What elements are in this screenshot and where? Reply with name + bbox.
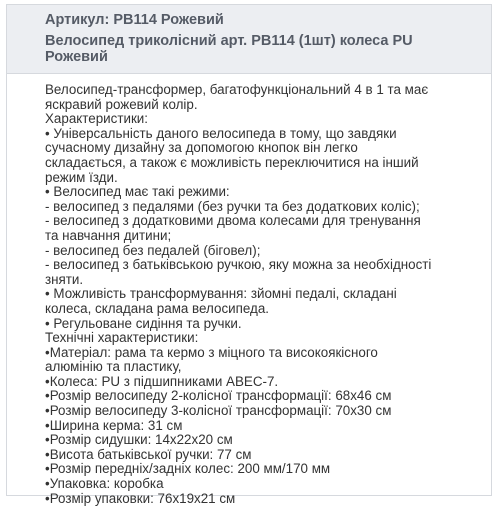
description-line: - велосипед з додатковими двома колесами для тренування bbox=[45, 213, 421, 229]
description-line: Велосипед-трансформер, багатофункціональний 4 в 1 та має bbox=[45, 82, 429, 97]
spec-line: •Матеріал: рама та кермо з міцного та високоякісного bbox=[45, 344, 378, 360]
description-line: колеса, складана рама велосипеда. bbox=[45, 300, 269, 316]
description-line: - велосипед з батьківською ручкою, яку можна за необхідності bbox=[45, 257, 432, 273]
spec-line: •Розмір велосипеду 2-колісної трансформації: 68х46 см bbox=[45, 388, 392, 404]
description-line: • Універсальність даного велосипеда в тому, що завдяки bbox=[45, 125, 397, 141]
description-line: яскравий рожевий колір. bbox=[45, 96, 198, 112]
description-line: режим їзди. bbox=[45, 169, 118, 185]
spec-line: •Упаковка: коробка bbox=[45, 476, 164, 492]
description-line: та навчання дитини; bbox=[45, 227, 172, 243]
spec-line: •Колеса: PU з підшипниками ABEC-7. bbox=[45, 373, 279, 389]
description-line: - велосипед без педалей (біговел); bbox=[45, 242, 261, 258]
product-header bbox=[6, 4, 492, 74]
characteristics-heading: Характеристики: bbox=[45, 111, 149, 127]
product-title-line-2: Рожевий bbox=[45, 49, 108, 65]
spec-line: •Ширина керма: 31 см bbox=[45, 417, 183, 433]
description-line: - велосипед з педалями (без ручки та без додаткових коліс); bbox=[45, 198, 420, 214]
spec-line: •Розмір сидушки: 14х22х20 см bbox=[45, 432, 233, 448]
spec-line: •Розмір упаковки: 76х19х21 см bbox=[45, 490, 236, 506]
description-line: • Велосипед має такі режими: bbox=[45, 184, 230, 200]
description-line: сучасному дизайну за допомогою кнопок він легко bbox=[45, 140, 358, 156]
article-code: Артикул: PB114 Рожевий bbox=[45, 12, 224, 28]
spec-line: •Розмір велосипеду 3-колісної трансформації: 70х30 см bbox=[45, 403, 392, 419]
description-line: • Можливість трансформування: зйомні педалі, складані bbox=[45, 286, 397, 302]
spec-line: •Висота батьківської ручки: 77 см bbox=[45, 446, 252, 462]
product-title-line-1: Велосипед триколісний арт. PB114 (1шт) колеса PU bbox=[45, 33, 413, 49]
spec-line: алюмінію та пластику, bbox=[45, 359, 182, 375]
product-description bbox=[6, 74, 492, 506]
technical-specs-heading: Технічні характеристики: bbox=[45, 330, 199, 346]
spec-line: •Розмір передніх/задніх колес: 200 мм/170 мм bbox=[45, 461, 331, 477]
description-line: зняти. bbox=[45, 271, 84, 287]
description-line: складається, а також є можливість переключитися на інший bbox=[45, 154, 419, 170]
description-line: • Регульоване сидіння та ручки. bbox=[45, 315, 242, 331]
